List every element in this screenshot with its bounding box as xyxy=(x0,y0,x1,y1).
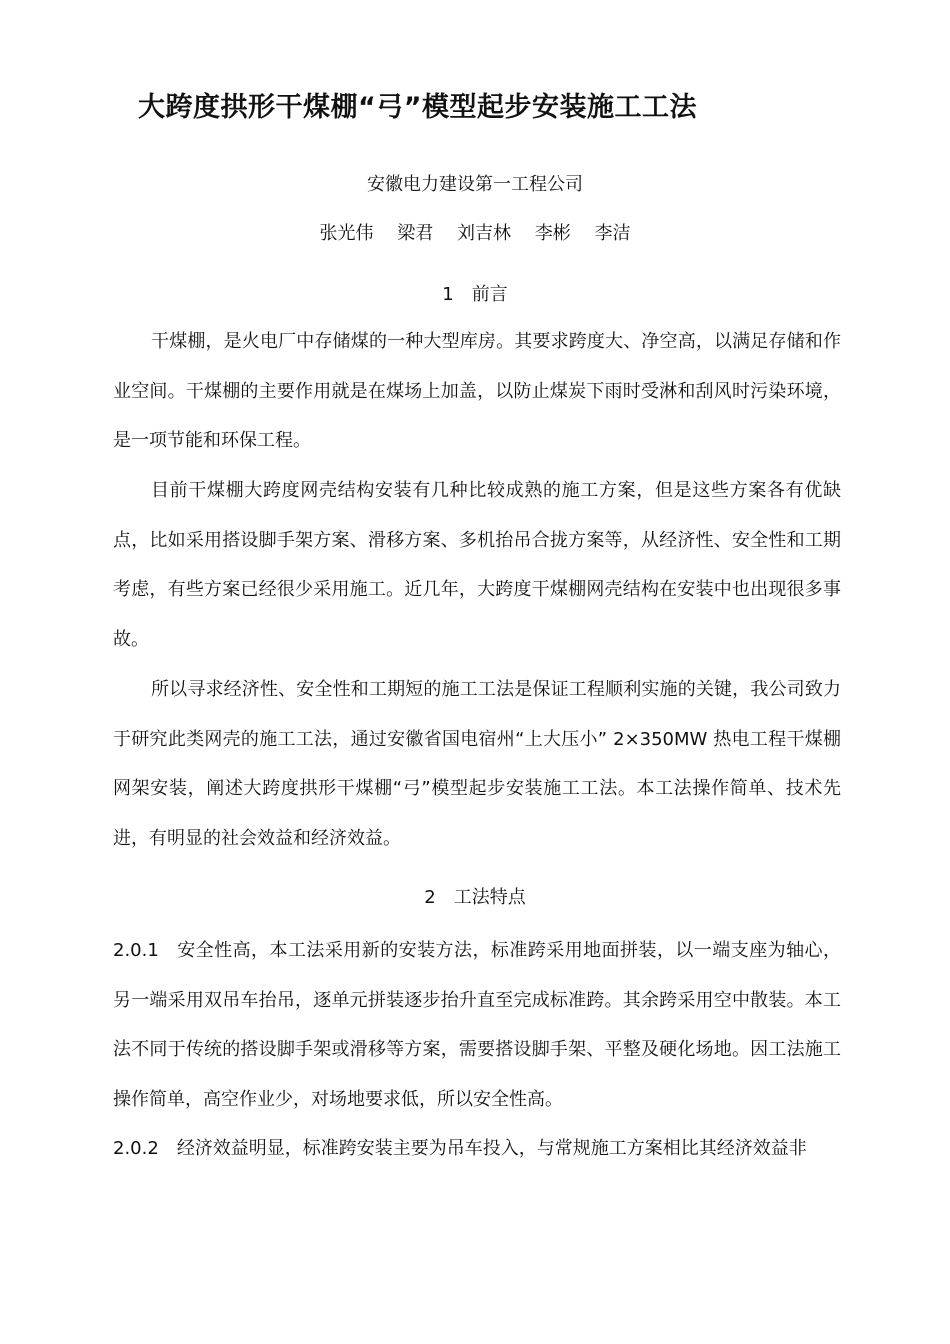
author-name: 李洁 xyxy=(594,223,631,244)
author-name: 张光伟 xyxy=(319,223,374,244)
section-heading xyxy=(0,883,950,913)
clause-paragraph xyxy=(113,1124,841,1174)
organization-name: 安徽电力建设第一工程公司 xyxy=(367,174,583,195)
clause-number: 2.0.2 xyxy=(113,1138,159,1159)
paragraph: 目前干煤棚大跨度网壳结构安装有几种比较成熟的施工方案，但是这些方案各有优缺点，比如采用搭设脚手架方案、滑移方案、多机抬吊合拢方案等，从经济性、安全性和工期考虑，有些方案已经很少采用施工。近几年，大跨度干煤棚网壳结构在安装中也出现很多事故。 xyxy=(113,480,841,650)
author-name: 刘吉林 xyxy=(457,223,511,244)
author-list xyxy=(0,219,950,249)
section-number: 1 xyxy=(442,284,454,305)
author-name: 李彬 xyxy=(534,223,571,244)
section-title: 前言 xyxy=(471,284,508,305)
paragraph: 干煤棚，是火电厂中存储煤的一种大型库房。其要求跨度大、净空高，以满足存储和作业空间。干煤棚的主要作用就是在煤场上加盖，以防止煤炭下雨时受淋和刮风时污染环境，是一项节能和环保工程。 xyxy=(113,331,841,451)
clause-paragraph xyxy=(113,926,841,1124)
clause-text: 安全性高，本工法采用新的安装方法，标准跨采用地面拼装，以一端支座为轴心，另一端采用双吊车抬吊，逐单元拼装逐步抬升直至完成标准跨。其余跨采用空中散装。本工法不同于传统的搭设脚手架或滑移等方案，需要搭设脚手架、平整及硬化场地。因工法施工操作简单，高空作业少，对场地要求低，所以安全性高。 xyxy=(113,940,841,1110)
document-title: 大跨度拱形干煤棚“弓”模型起步安装施工工法 xyxy=(138,92,697,123)
section-heading xyxy=(0,280,950,310)
clause-number: 2.0.1 xyxy=(113,940,159,961)
section-number: 2 xyxy=(424,887,436,908)
paragraph: 所以寻求经济性、安全性和工期短的施工工法是保证工程顺利实施的关键，我公司致力于研究此类网壳的施工工法，通过安徽省国电宿州“上大压小” 2×350MW 热电工程干煤棚网架安装，阐述大跨度拱形干煤棚“弓”模型起步安装施工工法。本工法操作简单、技术先进，有明显的社会效益和经济效益。 xyxy=(113,679,841,849)
author-name: 梁君 xyxy=(397,223,434,244)
section-title: 工法特点 xyxy=(453,887,526,908)
clause-text: 经济效益明显，标准跨安装主要为吊车投入，与常规施工方案相比其经济效益非 xyxy=(176,1138,807,1159)
